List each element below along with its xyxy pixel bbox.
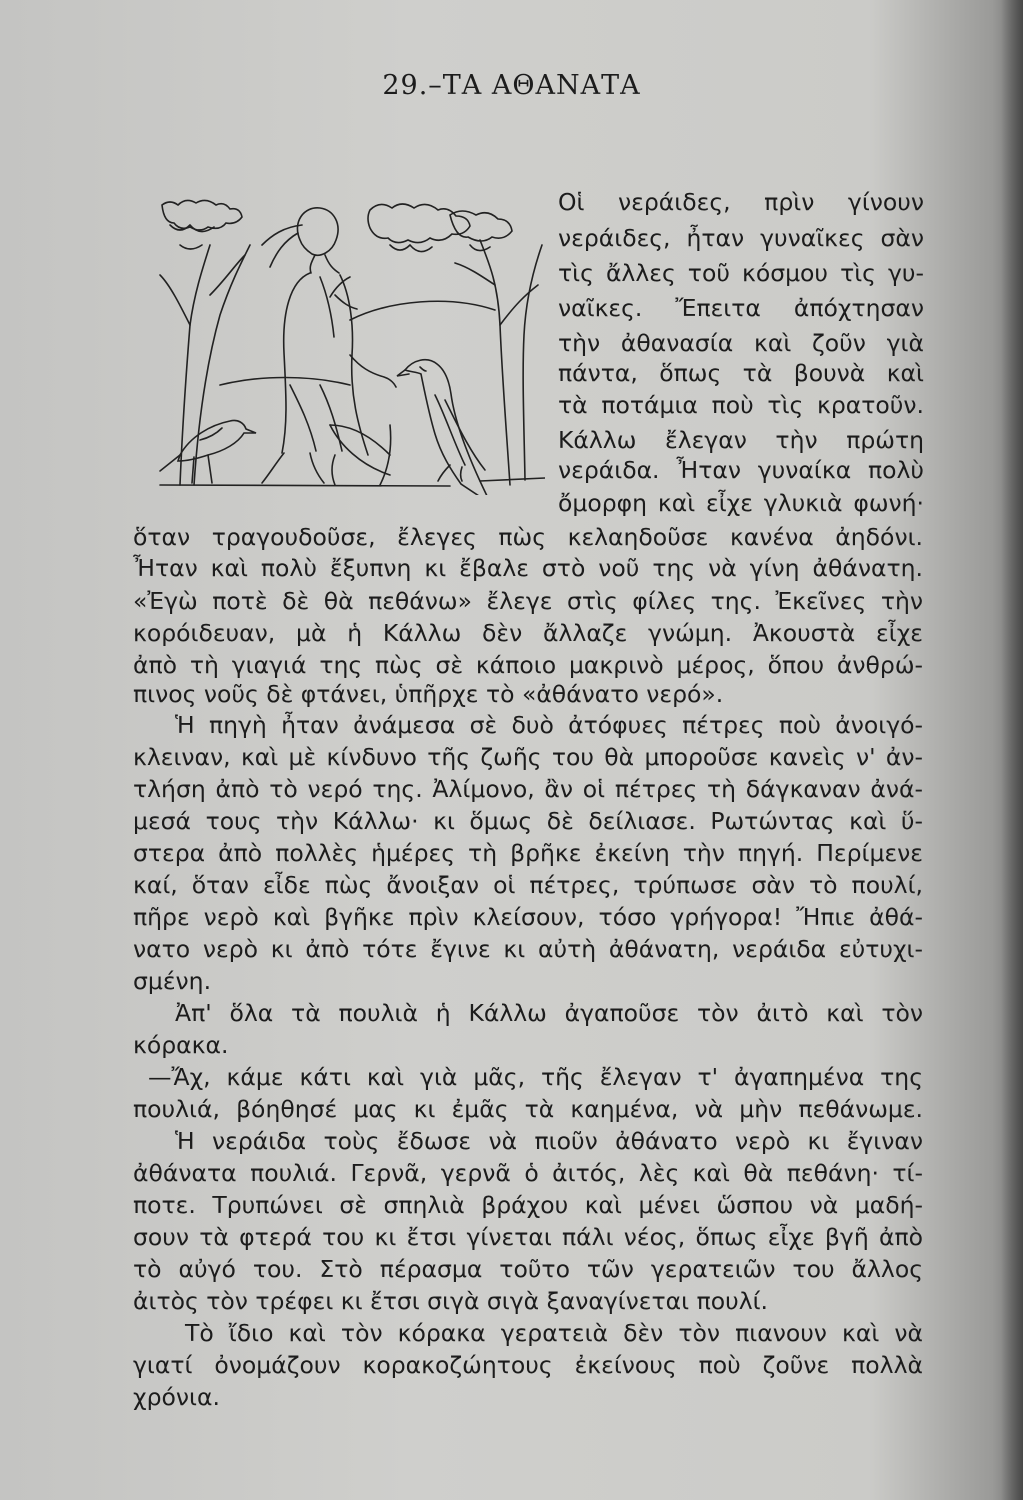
page-title: 29.–ΤΑ ΑΘΑΝΑΤΑ [382,70,641,101]
page-edge-shadow [1001,0,1023,1500]
text-line: νεράιδα. Ἦταν γυναίκα πολὺ [558,456,924,484]
fairy-with-eagle-and-crow-illustration [150,185,545,495]
text-line: Ἡ νεράιδα τοὺς ἔδωσε νὰ πιοῦν ἀθάνατο νερὸ κι ἔγιναν [175,1127,923,1155]
text-line: νεράιδες, ἦταν γυναῖκες σὰν [558,224,924,252]
text-line: χρόνια. [133,1383,220,1411]
text-line: σουν τὰ φτερά του κι ἔτσι γίνεται πάλι νέος, ὅπως εἶχε βγῆ ἀπὸ [133,1223,923,1251]
text-line: τὰ ποτάμια ποὺ τὶς κρατοῦν. [558,391,924,419]
text-line: Τὸ ἴδιο καὶ τὸν κόρακα γερατειὰ δὲν τὸν πιανουν καὶ νὰ [185,1319,923,1347]
text-line: νατο νερὸ κι ἀπὸ τότε ἔγινε κι αὐτὴ ἀθάνατη, νεράιδα εὐτυχι- [133,935,923,963]
text-line: ἀθάνατα πουλιά. Γερνᾶ, γερνᾶ ὁ ἀιτός, λὲς καὶ θὰ πεθάνη· τί- [133,1159,923,1187]
text-line: ποτε. Τρυπώνει σὲ σπηλιὰ βράχου καὶ μένει ὥσπου νὰ μαδή- [133,1191,923,1219]
text-line: μεσά τους τὴν Κάλλω· κι ὅμως δὲ δείλιασε. Ρωτώντας καὶ ὕ- [133,807,923,835]
text-line: πινος νοῦς δὲ φτάνει, ὑπῆρχε τὸ «ἀθάνατο νερό». [133,680,724,708]
text-line: Ἡ πηγὴ ἦταν ἀνάμεσα σὲ δυὸ ἀτόφυες πέτρες ποὺ ἀνοιγό- [175,711,923,739]
text-line: ἀπὸ τὴ γιαγιά της πὼς σὲ κάποιο μακρινὸ μέρος, ὅπου ἀνθρώ- [133,651,923,679]
text-line: κλειναν, καὶ μὲ κίνδυνο τῆς ζωῆς του θὰ μποροῦσε κανεὶς ν' ἀν- [133,743,923,771]
text-line: κορόιδευαν, μὰ ἡ Κάλλω δὲν ἄλλαζε γνώμη. Ἀκουστὰ εἶχε [133,619,923,647]
text-line: τὴν ἀθανασία καὶ ζοῦν γιὰ [558,329,924,357]
text-line: ἀιτὸς τὸν τρέφει κι ἔτσι σιγὰ σιγὰ ξαναγίνεται πουλί. [133,1287,769,1315]
text-line: γιατί ὀνομάζουν κορακοζώητους ἐκείνους ποὺ ζοῦνε πολλὰ [133,1351,923,1379]
text-line: τλήση ἀπὸ τὸ νερό της. Ἀλίμονο, ἂν οἱ πέτρες τὴ δάγκαναν ἀνά- [133,775,923,803]
text-line: ὅταν τραγουδοῦσε, ἔλεγες πὼς κελαηδοῦσε κανένα ἀηδόνι. [133,523,923,551]
text-line: κόρακα. [133,1031,229,1059]
text-line: «Ἐγὼ ποτὲ δὲ θὰ πεθάνω» ἔλεγε στὶς φίλες της. Ἐκεῖνες τὴν [133,587,923,615]
text-line: ὄμορφη καὶ εἶχε γλυκιὰ φωνή· [558,489,924,517]
text-line: Οἱ νεράιδες, πρὶν γίνουν [558,188,924,216]
text-line: σμένη. [133,967,212,995]
text-line: καί, ὅταν εἶδε πὼς ἄνοιξαν οἱ πέτρες, τρύπωσε σὰν τὸ πουλί, [133,871,923,899]
text-line: ναῖκες. Ἔπειτα ἀπόχτησαν [558,294,924,322]
text-line: πάντα, ὅπως τὰ βουνὰ καὶ [558,359,924,387]
text-line: Ἦταν καὶ πολὺ ἔξυπνη κι ἔβαλε στὸ νοῦ της νὰ γίνη ἀθάνατη. [133,554,923,582]
text-line: —Ἄχ, κάμε κάτι καὶ γιὰ μᾶς, τῆς ἔλεγαν τ' ἀγαπημένα της [148,1063,923,1091]
text-line: πουλιά, βόηθησέ μας κι ἐμᾶς τὰ καημένα, νὰ μὴν πεθάνωμε. [133,1095,923,1123]
text-line: Κάλλω ἔλεγαν τὴν πρώτη [558,426,924,454]
text-line: στερα ἀπὸ πολλὲς ἡμέρες τὴ βρῆκε ἐκείνη τὴν πηγή. Περίμενε [133,839,923,867]
text-line: τὶς ἄλλες τοῦ κόσμου τὶς γυ- [558,259,924,287]
text-line: Ἀπ' ὅλα τὰ πουλιὰ ἡ Κάλλω ἀγαποῦσε τὸν ἀιτὸ καὶ τὸν [175,999,923,1027]
text-line: τὸ αὐγό του. Στὸ πέρασμα τοῦτο τῶν γερατειῶν του ἄλλος [133,1255,923,1283]
text-line: πῆρε νερὸ καὶ βγῆκε πρὶν κλείσουν, τόσο γρήγορα! Ἤπιε ἀθά- [133,903,923,931]
